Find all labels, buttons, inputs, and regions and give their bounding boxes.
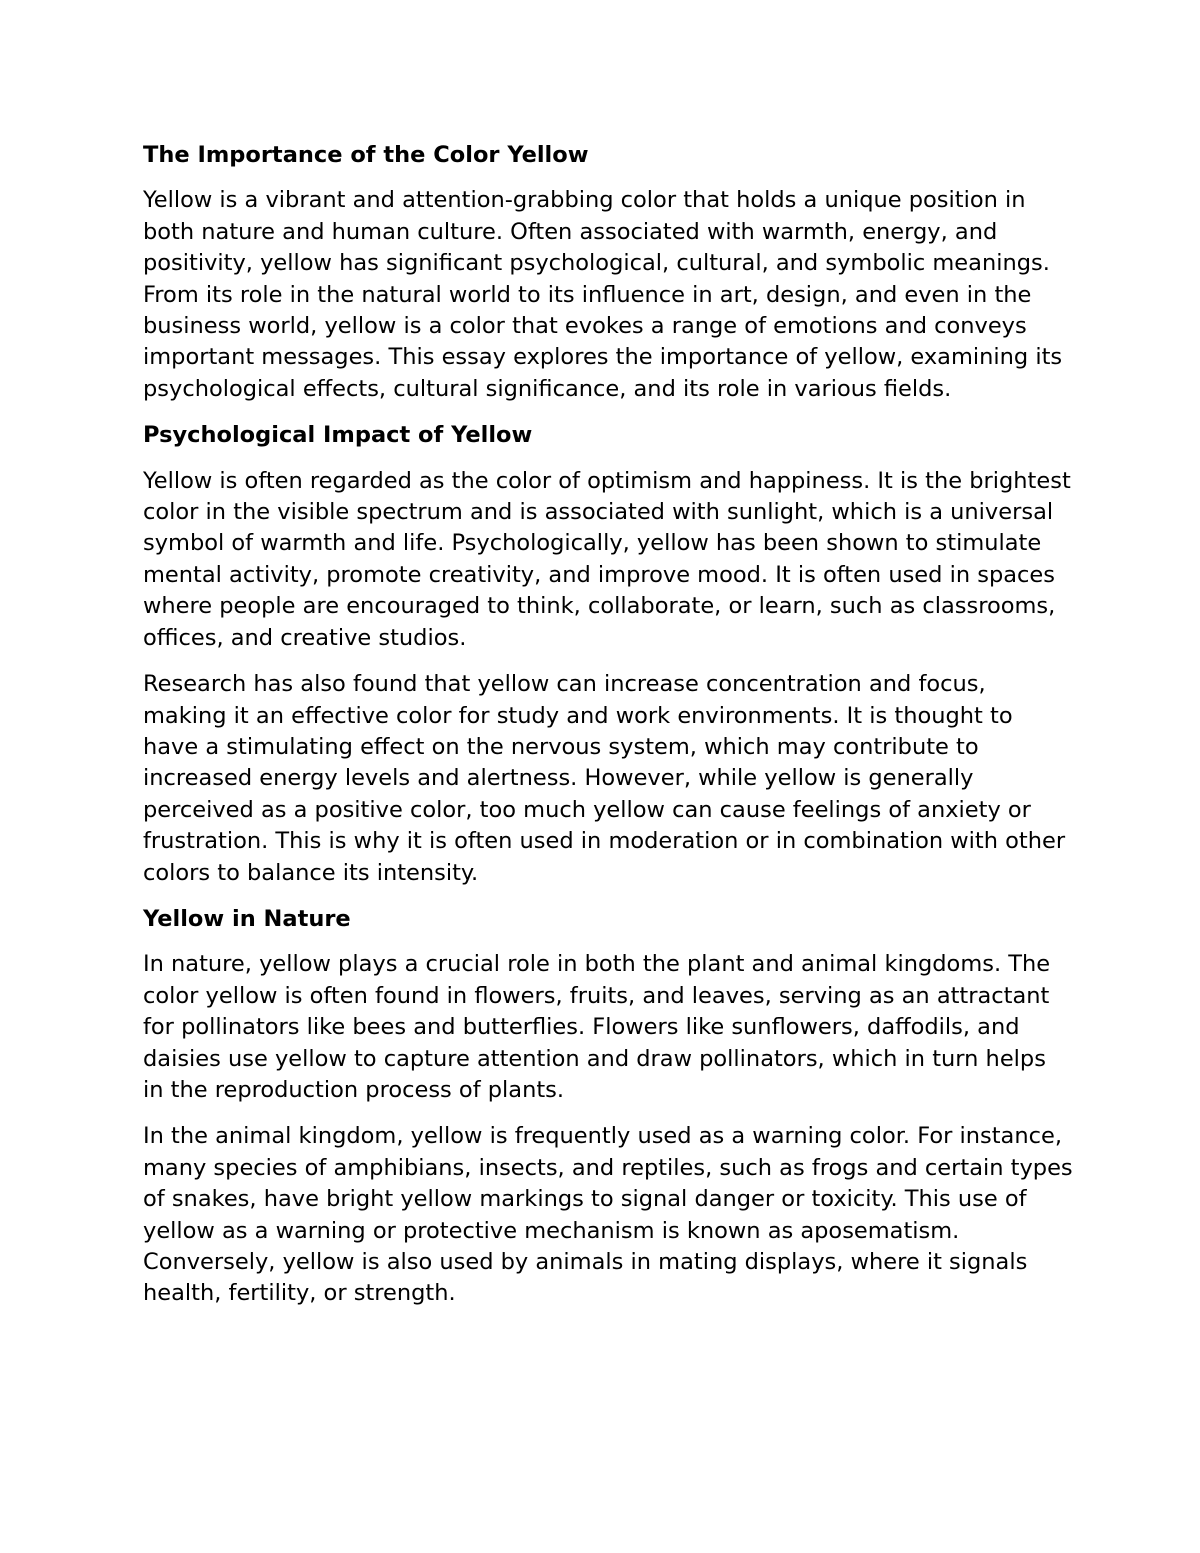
- psychological-paragraph-1: Yellow is often regarded as the color of optimism and happiness. It is the brightest color in the visible spectrum and is associated with sunlight, which is a universal symbol of warmth and life. Psychologically, yellow has been shown to stimulate mental activity, promote creativity, and improve mood. It is often used in spaces where people are encouraged to think, collaborate, or learn, such as classrooms, offices, and creative studios.: [143, 467, 1071, 651]
- nature-paragraph-1: In nature, yellow plays a crucial role in both the plant and animal kingdoms. The color yellow is often found in flowers, fruits, and leaves, serving as an attractant for pollinators like bees and butterflies. Flowers like sunflowers, daffodils, and daisies use yellow to capture attention and draw pollinators, which in turn helps in the reproduction process of plants.: [143, 951, 1051, 1103]
- section-heading-yellow-in-nature: Yellow in Nature: [143, 905, 351, 932]
- nature-paragraph-2: In the animal kingdom, yellow is frequently used as a warning color. For instance, many species of amphibians, insects, and reptiles, such as frogs and certain types of snakes, have bright yellow markings to signal danger or toxicity. This use of yellow as a warning or protective mechanism is known as aposematism. Conversely, yellow is also used by animals in mating displays, where it signals health, fertility, or strength.: [143, 1123, 1073, 1307]
- intro-paragraph: Yellow is a vibrant and attention-grabbing color that holds a unique position in both nature and human culture. Often associated with warmth, energy, and positivity, yellow has significant psychological, cultural, and symbolic meanings. From its role in the natural world to its influence in art, design, and even in the business world, yellow is a color that evokes a range of emotions and conveys important messages. This essay explores the importance of yellow, examining its psychological effects, cultural significance, and its role in various fields.: [143, 187, 1063, 402]
- section-heading-title: The Importance of the Color Yellow: [143, 142, 589, 168]
- document-body: [143, 140, 1073, 1325]
- section-heading-psychological-impact: Psychological Impact of Yellow: [143, 422, 533, 449]
- psychological-paragraph-2: Research has also found that yellow can increase concentration and focus, making it an effective color for study and work environments. It is thought to have a stimulating effect on the nervous system, which may contribute to increased energy levels and alertness. However, while yellow is generally perceived as a positive color, too much yellow can cause feelings of anxiety or frustration. This is why it is often used in moderation or in combination with other colors to balance its intensity.: [143, 671, 1066, 886]
